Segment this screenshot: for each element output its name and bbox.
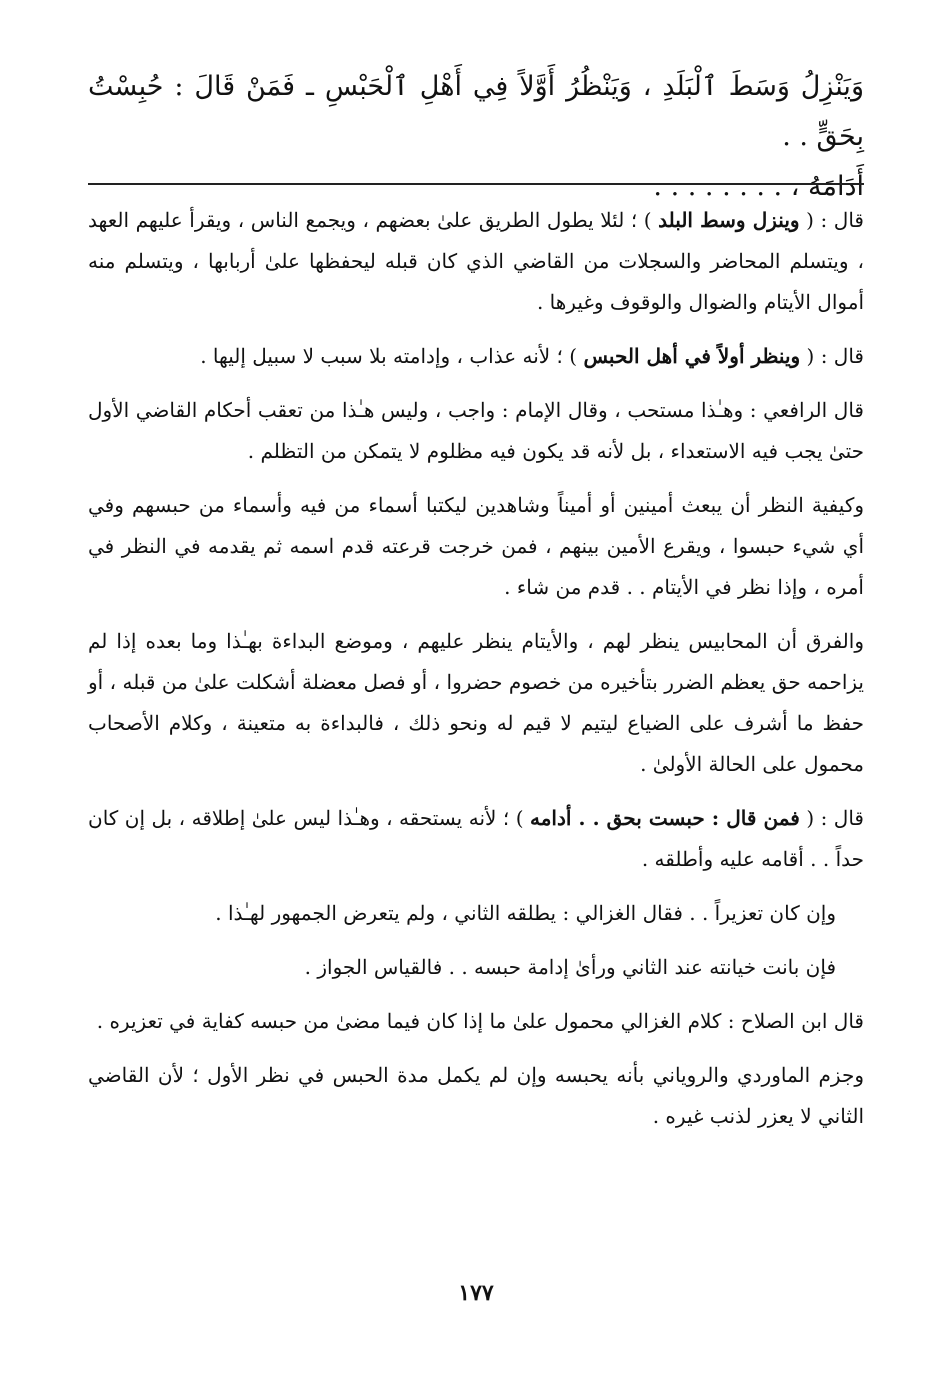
commentary-span: والفرق أن المحابيس ينظر لهم ، والأيتام ينظر عليهم ، وموضع البداءة بهـٰذا وما بعده إذا لم يزاحمه حق يعظم الضرر بتأخيره من خصوم حضروا ، أو فصل معضلة أشكلت علىٰ من قبله ، أو حفظ ما أشرف على الضياع ليتيم لا قيم له ونحو ذلك ، فالبداءة به متعينة ، وكلام الأصحاب محمول على الحالة الأولىٰ .: [88, 629, 864, 776]
quoted-matn-phrase: وينزل وسط البلد: [658, 208, 800, 232]
book-page: [88, 62, 864, 1352]
matn-text: [88, 62, 864, 202]
commentary-span: قال : (: [799, 806, 864, 830]
quoted-matn-phrase: فمن قال : حبست بحق . . أدامه: [530, 806, 800, 830]
commentary-paragraph: [88, 390, 864, 472]
commentary-span: قال : (: [799, 208, 864, 232]
matn-line: وَيَنْزِلُ وَسَطَ ٱلْبَلَدِ ، وَيَنْظُرُ أَوَّلاً فِي أَهْلِ ٱلْحَبْسِ ـ فَمَنْ قَالَ : حُبِسْتُ بِحَقٍّ . .: [88, 71, 864, 152]
matn-line: أَدَامَهُ ، . . . . . . . .: [653, 171, 864, 202]
commentary-paragraph: [88, 200, 864, 323]
commentary-span: فإن بانت خيانته عند الثاني ورأىٰ إدامة حبسه . . فالقياس الجواز .: [304, 955, 836, 979]
commentary-paragraph: [88, 485, 864, 608]
commentary-paragraph: [88, 947, 864, 988]
commentary-span: قال : (: [800, 344, 864, 368]
commentary-paragraph: [88, 1001, 864, 1042]
commentary-span: وكيفية النظر أن يبعث أمينين أو أميناً وشاهدين ليكتبا أسماء من فيه وأسماء من حبسهم وفي أي شيء حبسوا ، ويقرع الأمين بينهم ، فمن خرجت قرعته قدم اسمه ثم يقدمه في النظر في أمره ، وإذا نظر في الأيتام . . قدم من شاء .: [88, 493, 864, 599]
commentary-text: [88, 200, 864, 1150]
quoted-matn-phrase: وينظر أولاً في أهل الحبس: [583, 344, 801, 368]
commentary-span: ) ؛ لأنه عذاب ، وإدامته بلا سبب لا سبيل إليها .: [200, 344, 584, 368]
commentary-span: وإن كان تعزيراً . . فقال الغزالي : يطلقه الثاني ، ولم يتعرض الجمهور لهـٰذا .: [215, 901, 836, 925]
commentary-paragraph: [88, 621, 864, 785]
page-number: ١٧٧: [458, 1280, 494, 1306]
commentary-paragraph: [88, 893, 864, 934]
commentary-paragraph: [88, 1055, 864, 1137]
commentary-span: قال ابن الصلاح : كلام الغزالي محمول علىٰ ما إذا كان فيما مضىٰ من حبسه كفاية في تعزيره .: [96, 1009, 864, 1033]
separator-rule: [88, 183, 864, 185]
commentary-span: ) ؛ لأنه يستحقه ، وهـٰذا ليس علىٰ إطلاقه ، بل إن كان حداً . . أقامه عليه وأطلقه .: [88, 806, 864, 871]
commentary-span: قال الرافعي : وهـٰذا مستحب ، وقال الإمام : واجب ، وليس هـٰذا من تعقب أحكام القاضي الأول حتىٰ يجب فيه الاستعداء ، بل لأنه قد يكون فيه مظلوم لا يتمكن من التظلم .: [88, 398, 864, 463]
commentary-span: ) ؛ لئلا يطول الطريق علىٰ بعضهم ، ويجمع الناس ، ويقرأ عليهم العهد ، ويتسلم المحاضر والسجلات من القاضي الذي كان قبله ليحفظها علىٰ أربابها ، ويتسلم منه أموال الأيتام والضوال والوقوف وغيرها .: [88, 208, 864, 314]
commentary-span: وجزم الماوردي والروياني بأنه يحبسه وإن لم يكمل مدة الحبس في نظر الأول ؛ لأن القاضي الثاني لا يعزر لذنب غيره .: [88, 1063, 864, 1128]
commentary-paragraph: [88, 336, 864, 377]
commentary-paragraph: [88, 798, 864, 880]
